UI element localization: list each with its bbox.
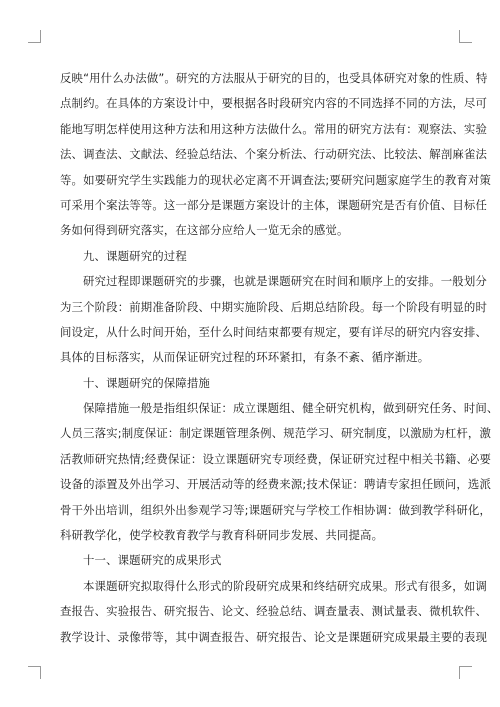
page-corner-mark-bottom-right [459,666,472,679]
text-line: 等。如要研究学生实践能力的现状必定离不开调查法;要研究问题家庭学生的教育对策 [60,172,491,187]
section-heading: 十一、课题研究的成果形式 [83,553,222,568]
text-line: 反映“用什么办法做”。研究的方法服从于研究的目的，也受具体研究对象的性质、特 [60,71,488,85]
text-line: 法、调查法、文献法、经验总结法、个案分析法、行动研究法、比较法、解剖麻雀法 [60,147,488,162]
text-line: 本课题研究拟取得什么形式的阶段研究成果和终结研究成果。形式有很多，如调 [83,578,487,593]
text-line: 为三个阶段：前期准备阶段、中期实施阶段、后期总结阶段。每一个阶段有明显的时 [60,299,488,314]
page-corner-mark-top-left [28,30,41,43]
page-corner-mark-bottom-left [28,666,41,679]
text-line: 可采用个案法等等。这一部分是课题方案设计的主体，课题研究是否有价值、目标任 [60,197,488,212]
text-line: 活教师研究热情;经费保证：设立课题研究专项经费，保证研究过程中相关书籍、必要 [60,451,491,466]
text-line: 点制约。在具体的方案设计中，要根据各时段研究内容的不同选择不同的方法，尽可 [60,96,488,111]
text-line: 研究过程即课题研究的步骤，也就是课题研究在时间和顺序上的安排。一般划分 [83,274,487,289]
text-line: 间设定，从什么时间开始，至什么时间结束都要有规定，要有详尽的研究内容安排、 [60,324,488,339]
text-line: 人员三落实;制度保证：制定课题管理条例、规范学习、研究制度，以激励为杠杆，激 [60,426,491,441]
text-line: 科研教学化，使学校教育教学与教育科研同步发展、共同提高。 [60,528,384,543]
text-line: 保障措施一般是指组织保证：成立课题组、健全研究机构，做到研究任务、时间、 [83,401,499,416]
section-heading: 十、课题研究的保障措施 [83,375,210,390]
text-line: 务如何得到研究落实，在这部分应给人一览无余的感觉。 [60,223,349,238]
text-line: 能地写明怎样使用这种方法和用这种方法做什么。常用的研究方法有：观察法、实验 [60,121,488,136]
text-line: 教学设计、录像带等，其中调查报告、研究报告、论文是课题研究成果最主要的表现 [60,629,488,644]
section-heading: 九、课题研究的过程 [83,248,187,263]
document-body [60,66,499,650]
text-line: 设备的添置及外出学习、开展活动等的经费来源;技术保证：聘请专家担任顾问，选派 [60,477,491,492]
text-line: 骨干外出培训，组织外出参观学习等;课题研究与学校工作相协调：做到教学科研化， [60,502,491,517]
page-corner-mark-top-right [459,30,472,43]
text-line: 具体的目标落实，从而保证研究过程的环环紧扣，有条不紊、循序渐进。 [60,350,430,365]
text-line: 查报告、实验报告、研究报告、论文、经验总结、调查量表、测试量表、微机软件、 [60,604,488,619]
